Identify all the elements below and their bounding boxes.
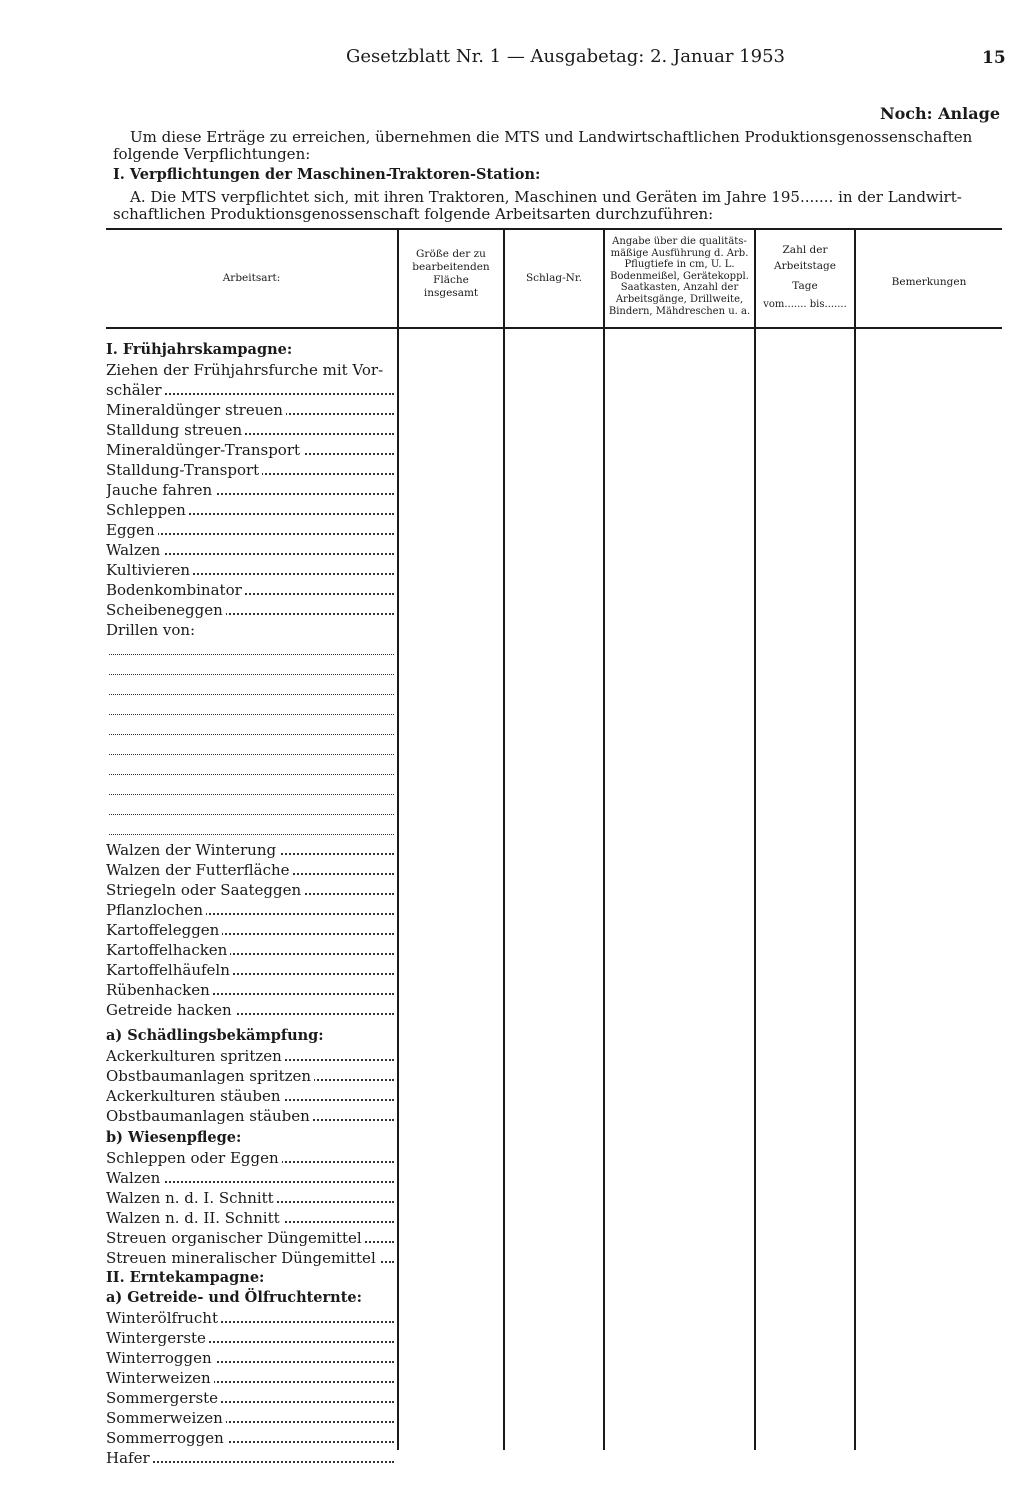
- table-row: [106, 460, 398, 480]
- row-label: Eggen: [106, 521, 158, 539]
- table-row: [106, 1328, 398, 1348]
- row-label: Ziehen der Frühjahrsfurche mit Vor-: [106, 361, 386, 379]
- table-row: [106, 640, 398, 660]
- row-label: [106, 681, 109, 699]
- column-header-bemerkungen: Bemerkungen: [891, 276, 967, 288]
- row-label: Mineraldünger-Transport: [106, 441, 303, 459]
- row-label: Walzen: [106, 1169, 163, 1187]
- table-row: [106, 1208, 398, 1228]
- table-top-rule: [106, 228, 1002, 230]
- header-line: Bodenmeißel, Gerätekoppl.: [610, 270, 749, 282]
- table-row: [106, 600, 398, 620]
- row-label: Walzen n. d. I. Schnitt: [106, 1189, 277, 1207]
- row-label: II. Erntekampagne:: [106, 1269, 267, 1286]
- table-row: [106, 620, 398, 640]
- section-row: [106, 1268, 398, 1288]
- work-table: [106, 228, 1002, 1467]
- row-label: [106, 701, 109, 719]
- row-label: Kartoffeleggen: [106, 921, 222, 939]
- table-row: [106, 660, 398, 680]
- row-label: I. Frühjahrskampagne:: [106, 341, 295, 358]
- table-row: [106, 1388, 398, 1408]
- column-divider-5: [854, 228, 856, 1450]
- header-line: Tage: [792, 280, 818, 292]
- row-label: Mineraldünger streuen: [106, 401, 286, 419]
- column-divider-2: [503, 228, 505, 1450]
- table-row: [106, 1348, 398, 1368]
- table-row: [106, 720, 398, 740]
- table-row: [106, 840, 398, 860]
- table-row: [106, 520, 398, 540]
- row-label: Rübenhacken: [106, 981, 213, 999]
- column-divider-4: [754, 228, 756, 1450]
- row-label: Ackerkulturen spritzen: [106, 1047, 285, 1065]
- row-label: Bodenkombinator: [106, 581, 245, 599]
- section-row: [106, 1128, 398, 1148]
- section-row: [106, 1026, 398, 1046]
- column-divider-3: [603, 228, 605, 1450]
- anlage-label: Noch: Anlage: [879, 104, 1000, 123]
- row-label: Walzen der Winterung: [106, 841, 279, 859]
- table-row: [106, 1168, 398, 1188]
- row-label: Ackerkulturen stäuben: [106, 1087, 284, 1105]
- table-row: [106, 1148, 398, 1168]
- section-heading: I. Verpflichtungen der Maschinen-Traktoren-Station:: [113, 166, 541, 183]
- table-row: [106, 1368, 398, 1388]
- row-label: [106, 801, 109, 819]
- column-header-groesse: [399, 248, 503, 300]
- row-label: [106, 641, 109, 659]
- table-row: [106, 500, 398, 520]
- row-label: [106, 781, 109, 799]
- table-row: [106, 480, 398, 500]
- table-row: [106, 1000, 398, 1020]
- table-row: [106, 580, 398, 600]
- table-row: [106, 1106, 398, 1126]
- table-row: [106, 940, 398, 960]
- table-row: [106, 540, 398, 560]
- intro-line-3: A. Die MTS verpflichtet sich, mit ihren Traktoren, Maschinen und Geräten im Jahre 195....... in der Landwirt-: [130, 188, 962, 206]
- row-label: Sommerweizen: [106, 1409, 226, 1427]
- table-row: [106, 680, 398, 700]
- column-header-arbeitsart: Arbeitsart:: [222, 272, 281, 284]
- row-label: Winterölfrucht: [106, 1309, 221, 1327]
- table-row: [106, 980, 398, 1000]
- table-row: [106, 1448, 398, 1468]
- table-row: [106, 360, 398, 380]
- table-row: [106, 420, 398, 440]
- table-row: [106, 760, 398, 780]
- row-label: Streuen organischer Düngemittel: [106, 1229, 365, 1247]
- row-label: Kultivieren: [106, 561, 193, 579]
- header-line: insgesamt: [423, 287, 479, 299]
- table-row: [106, 1066, 398, 1086]
- row-label: [106, 821, 109, 839]
- header-line: Arbeitsgänge, Drillweite,: [615, 293, 744, 305]
- intro-line-2: folgende Verpflichtungen:: [113, 145, 311, 163]
- table-row: [106, 900, 398, 920]
- row-label: Wintergerste: [106, 1329, 209, 1347]
- header-line: mäßige Ausführung d. Arb.: [610, 247, 749, 259]
- header-line: Saatkasten, Anzahl der: [620, 282, 739, 294]
- row-label: a) Schädlingsbekämpfung:: [106, 1027, 327, 1044]
- table-row: [106, 780, 398, 800]
- header-line: Pflugtiefe in cm, U. L.: [624, 259, 735, 271]
- row-label: Sommergerste: [106, 1389, 221, 1407]
- row-label: Scheibeneggen: [106, 601, 226, 619]
- row-label: [106, 741, 109, 759]
- header-line: Bindern, Mähdreschen u. a.: [608, 305, 751, 317]
- row-label: Schleppen oder Eggen: [106, 1149, 282, 1167]
- row-label: a) Getreide- und Ölfruchternte:: [106, 1289, 365, 1306]
- table-row: [106, 1308, 398, 1328]
- row-label: b) Wiesenpflege:: [106, 1129, 244, 1146]
- table-row: [106, 380, 398, 400]
- table-row: [106, 1248, 398, 1268]
- header-line: Zahl der: [782, 244, 828, 256]
- table-header-rule: [106, 327, 1002, 329]
- row-label: Obstbaumanlagen spritzen: [106, 1067, 314, 1085]
- running-head: [0, 44, 1024, 74]
- header-line: Größe der zu: [416, 248, 486, 260]
- intro-line-4: schaftlichen Produktionsgenossenschaft folgende Arbeitsarten durchzuführen:: [113, 205, 714, 223]
- table-row: [106, 1428, 398, 1448]
- row-label: Walzen n. d. II. Schnitt: [106, 1209, 283, 1227]
- table-row: [106, 800, 398, 820]
- row-label: Walzen: [106, 541, 163, 559]
- section-row: [106, 1288, 398, 1308]
- row-label: Stalldung streuen: [106, 421, 245, 439]
- column-header-angabe: [605, 236, 754, 317]
- table-row: [106, 740, 398, 760]
- table-row: [106, 560, 398, 580]
- row-label: Kartoffelhacken: [106, 941, 230, 959]
- row-label: Kartoffelhäufeln: [106, 961, 233, 979]
- page-header-title: Gesetzblatt Nr. 1 — Ausgabetag: 2. Januar 1953: [346, 46, 785, 67]
- row-label: Jauche fahren: [106, 481, 215, 499]
- row-label: schäler: [106, 381, 165, 399]
- table-row: [106, 880, 398, 900]
- header-line: Angabe über die qualitäts-: [612, 236, 747, 247]
- table-row: [106, 1188, 398, 1208]
- column-header-zahl: [756, 242, 854, 313]
- row-label: [106, 761, 109, 779]
- table-row: [106, 1408, 398, 1428]
- row-label: Streuen mineralischer Düngemittel: [106, 1249, 379, 1267]
- header-line: bearbeitenden: [412, 261, 490, 273]
- row-label: Getreide hacken: [106, 1001, 235, 1019]
- header-vom-bis: vom....... bis.......: [763, 299, 847, 310]
- row-label: Hafer: [106, 1449, 153, 1467]
- page-number: 15: [982, 48, 1006, 68]
- table-row: [106, 440, 398, 460]
- row-label: [106, 721, 109, 739]
- row-label: Schleppen: [106, 501, 189, 519]
- table-row: [106, 1046, 398, 1066]
- table-row: [106, 400, 398, 420]
- table-row: [106, 820, 398, 840]
- table-row: [106, 1228, 398, 1248]
- row-label: Pflanzlochen: [106, 901, 206, 919]
- row-label: Sommerroggen: [106, 1429, 227, 1447]
- table-row: [106, 860, 398, 880]
- row-label: [106, 661, 109, 679]
- table-row: [106, 960, 398, 980]
- header-line: Fläche: [433, 274, 469, 286]
- table-row: [106, 700, 398, 720]
- table-row: [106, 920, 398, 940]
- row-label: Walzen der Futterfläche: [106, 861, 293, 879]
- row-label: Winterroggen: [106, 1349, 215, 1367]
- row-label: Winterweizen: [106, 1369, 214, 1387]
- row-label: Drillen von:: [106, 621, 198, 639]
- row-label: Striegeln oder Saateggen: [106, 881, 304, 899]
- row-label: Stalldung-Transport: [106, 461, 262, 479]
- section-row: [106, 340, 398, 360]
- header-line: Arbeitstage: [774, 260, 836, 272]
- column-header-schlag: Schlag-Nr.: [525, 272, 583, 284]
- table-row: [106, 1086, 398, 1106]
- row-label: Obstbaumanlagen stäuben: [106, 1107, 313, 1125]
- intro-line-1: Um diese Erträge zu erreichen, übernehmen die MTS und Landwirtschaftlichen Produktionsgenossenschaften: [130, 128, 973, 146]
